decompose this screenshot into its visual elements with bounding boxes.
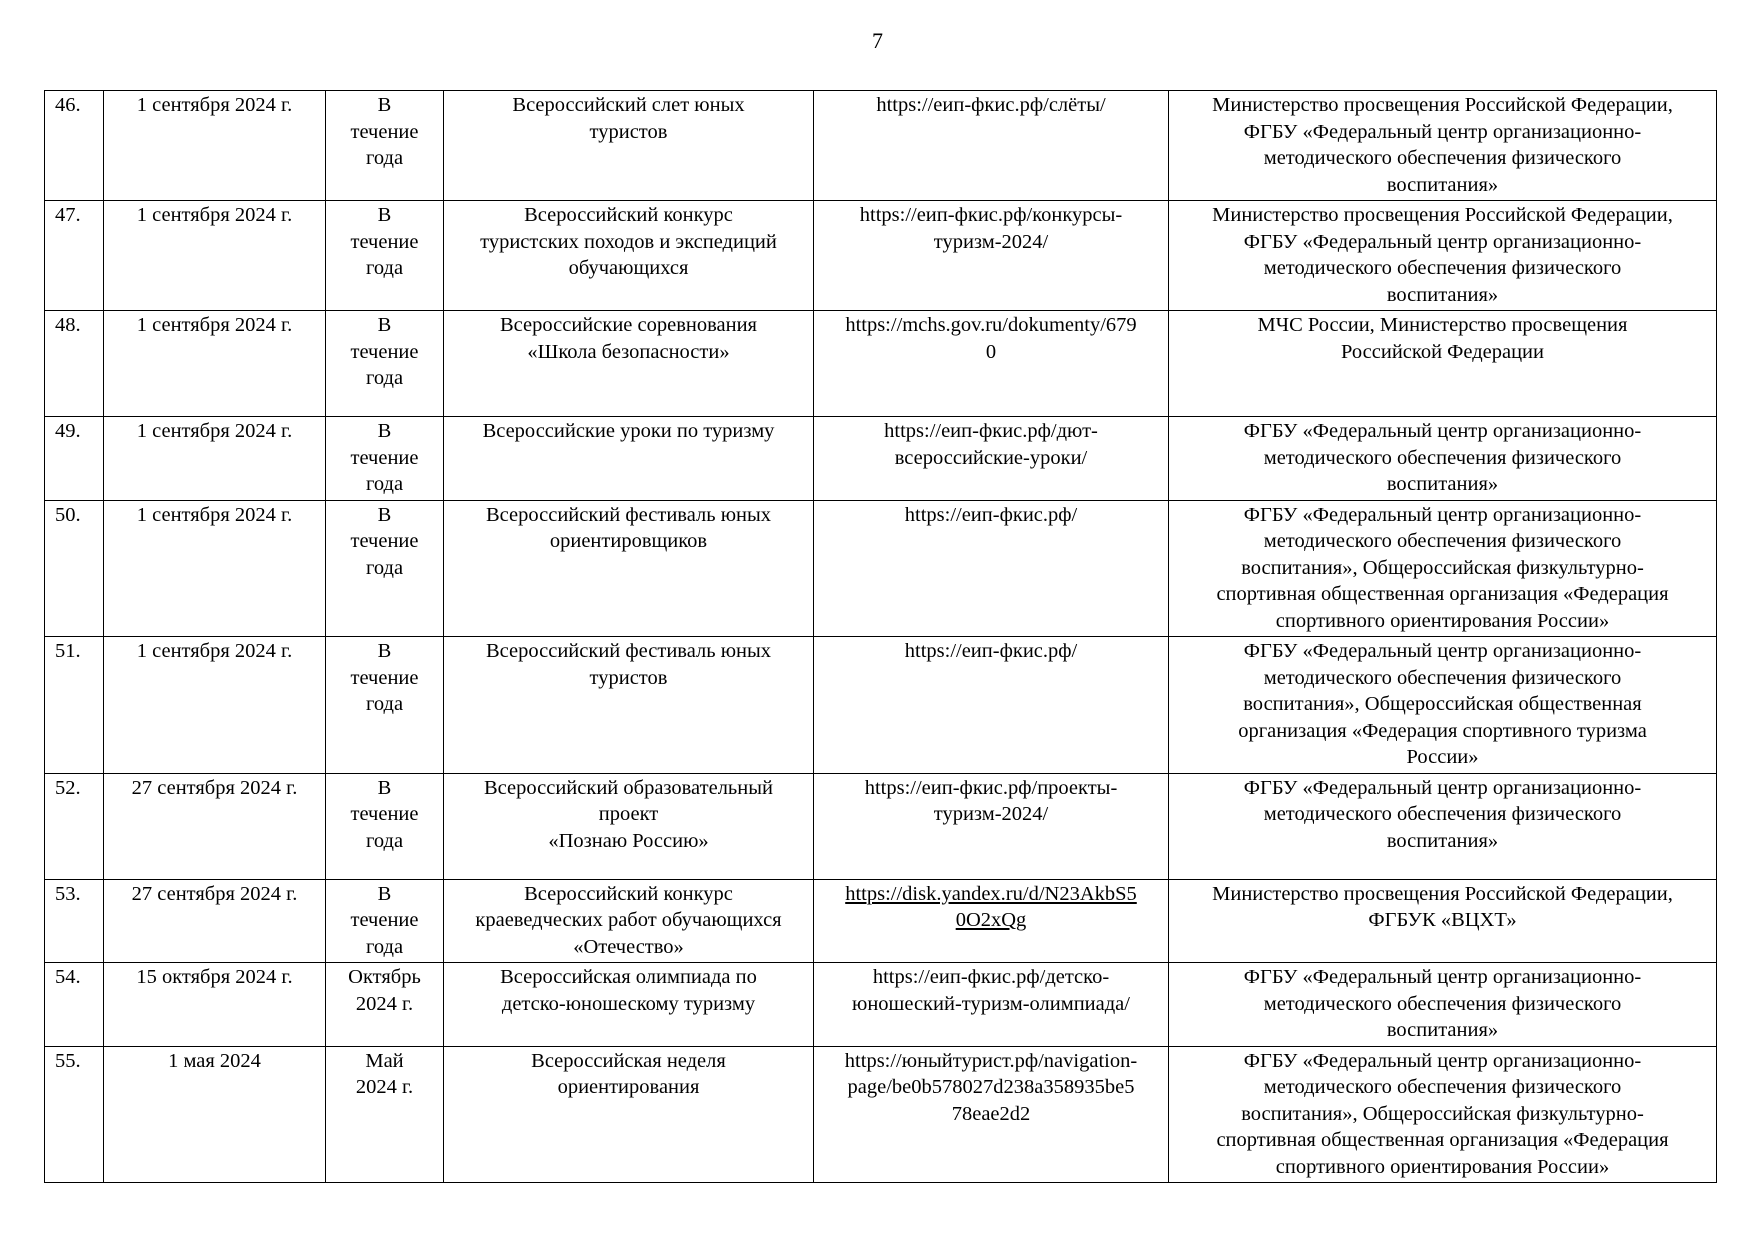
event-period-line: года xyxy=(365,147,404,169)
event-organizer-line: спортивного ориентирования России» xyxy=(1275,609,1610,632)
event-organizer-line: методического обеспечения физического xyxy=(1263,147,1622,169)
row-number: 50. xyxy=(45,500,104,637)
event-link-line[interactable]: https://юныйтурист.рф/navigation- xyxy=(844,1049,1138,1072)
event-organizer xyxy=(1169,773,1717,879)
event-period-line: течение xyxy=(350,909,419,931)
table-row xyxy=(45,500,1717,637)
event-organizer-line: методического обеспечения физического xyxy=(1263,803,1622,825)
event-period xyxy=(326,311,444,417)
events-table-body xyxy=(45,91,1717,1183)
table-row xyxy=(45,637,1717,774)
event-organizer-line: ФГБУ «Федеральный центр организационно- xyxy=(1243,966,1642,988)
event-name-line: «Отечество» xyxy=(573,935,684,958)
event-date: 1 сентября 2024 г. xyxy=(104,500,326,637)
event-name xyxy=(444,91,814,201)
event-name xyxy=(444,637,814,774)
event-link[interactable] xyxy=(814,637,1169,774)
table-row xyxy=(45,773,1717,879)
event-period-line: 2024 г. xyxy=(355,992,414,1015)
event-organizer-line: воспитания», Общероссийская физкультурно- xyxy=(1241,556,1644,579)
event-name-line: туристских походов и экспедиций xyxy=(480,230,777,253)
event-name-line: детско-юношескому туризму xyxy=(501,992,756,1015)
event-period xyxy=(326,637,444,774)
event-period-line: года xyxy=(365,693,404,715)
event-link-line[interactable]: 0 xyxy=(985,340,997,363)
event-name-line: Всероссийский конкурс xyxy=(524,204,733,226)
event-organizer xyxy=(1169,91,1717,201)
event-link-line[interactable]: https://еип-фкис.рф/детско- xyxy=(872,966,1110,988)
event-link[interactable] xyxy=(814,963,1169,1047)
event-date: 27 сентября 2024 г. xyxy=(104,879,326,963)
table-row xyxy=(45,1046,1717,1183)
event-organizer-line: методического обеспечения физического xyxy=(1263,446,1622,469)
event-date: 1 сентября 2024 г. xyxy=(104,91,326,201)
row-number: 46. xyxy=(45,91,104,201)
event-link-line[interactable]: page/be0b578027d238a358935be5 xyxy=(847,1076,1135,1098)
event-organizer-line: ФГБУК «ВЦХТ» xyxy=(1368,909,1517,931)
event-period-line: года xyxy=(365,367,404,389)
table-row xyxy=(45,417,1717,501)
event-name xyxy=(444,879,814,963)
event-organizer-line: воспитания» xyxy=(1386,829,1499,852)
event-date: 1 мая 2024 xyxy=(104,1046,326,1183)
event-organizer-line: Министерство просвещения Российской Федерации, xyxy=(1212,204,1673,226)
row-number: 48. xyxy=(45,311,104,417)
event-organizer-line: ФГБУ «Федеральный центр организационно- xyxy=(1243,230,1642,253)
event-name xyxy=(444,500,814,637)
event-organizer-line: Российской Федерации xyxy=(1341,340,1544,363)
row-number: 49. xyxy=(45,417,104,501)
event-name-line: Всероссийская неделя xyxy=(531,1049,726,1072)
event-organizer-line: организация «Федерация спортивного туризма xyxy=(1238,719,1647,742)
event-name-line: Всероссийские соревнования xyxy=(499,314,757,336)
event-period-line: года xyxy=(365,556,404,579)
event-organizer-line: спортивного ориентирования России» xyxy=(1275,1155,1610,1178)
event-name-line: «Школа безопасности» xyxy=(527,340,730,363)
event-organizer-line: методического обеспечения физического xyxy=(1263,1076,1622,1098)
event-date: 27 сентября 2024 г. xyxy=(104,773,326,879)
event-name xyxy=(444,201,814,311)
event-period xyxy=(326,1046,444,1183)
event-organizer-line: ФГБУ «Федеральный центр организационно- xyxy=(1243,120,1642,143)
event-link-line[interactable]: юношеский-туризм-олимпиада/ xyxy=(852,992,1130,1015)
event-name-line: ориентировщиков xyxy=(549,530,708,552)
row-number: 51. xyxy=(45,637,104,774)
event-link-line[interactable]: https://еип-фкис.рф/слёты/ xyxy=(876,94,1106,116)
event-period-line: течение xyxy=(350,446,419,469)
event-name xyxy=(444,1046,814,1183)
event-organizer-line: Министерство просвещения Российской Федерации, xyxy=(1212,882,1673,905)
event-date: 1 сентября 2024 г. xyxy=(104,637,326,774)
event-period-line: 2024 г. xyxy=(355,1076,414,1098)
table-row xyxy=(45,201,1717,311)
event-period-line: течение xyxy=(350,666,419,689)
event-period xyxy=(326,500,444,637)
event-link[interactable] xyxy=(814,879,1169,963)
event-organizer-line: Министерство просвещения Российской Федерации, xyxy=(1212,94,1673,116)
event-date: 15 октября 2024 г. xyxy=(104,963,326,1047)
event-period-line: В xyxy=(377,776,392,799)
event-date: 1 сентября 2024 г. xyxy=(104,311,326,417)
table-row xyxy=(45,963,1717,1047)
event-date: 1 сентября 2024 г. xyxy=(104,201,326,311)
event-name-line: Всероссийский фестиваль юных xyxy=(485,503,772,526)
event-period-line: Май xyxy=(365,1049,404,1072)
event-link-line[interactable]: https://еип-фкис.рф/ xyxy=(904,503,1078,526)
event-organizer-line: ФГБУ «Федеральный центр организационно- xyxy=(1243,503,1642,526)
event-organizer-line: методического обеспечения физического xyxy=(1263,666,1622,689)
event-period-line: В xyxy=(377,882,392,905)
event-name-line: краеведческих работ обучающихся xyxy=(475,909,782,931)
event-name-line: проект xyxy=(598,803,659,825)
event-period xyxy=(326,963,444,1047)
event-organizer xyxy=(1169,201,1717,311)
page-number: 7 xyxy=(872,28,883,53)
event-organizer-line: воспитания», Общероссийская физкультурно- xyxy=(1241,1102,1644,1125)
event-period-line: года xyxy=(365,935,404,958)
event-period-line: течение xyxy=(350,340,419,363)
event-period-line: года xyxy=(365,473,404,495)
event-organizer xyxy=(1169,1046,1717,1183)
event-period xyxy=(326,417,444,501)
event-period-line: В xyxy=(377,314,392,336)
event-name-line: обучающихся xyxy=(568,257,689,279)
event-organizer-line: спортивная общественная организация «Федерация xyxy=(1216,583,1669,605)
event-name xyxy=(444,963,814,1047)
event-name-line: Всероссийский конкурс xyxy=(524,882,733,905)
event-period-line: года xyxy=(365,257,404,279)
event-organizer-line: воспитания», Общероссийская общественная xyxy=(1243,693,1642,715)
event-link-line[interactable]: всероссийские-уроки/ xyxy=(894,446,1088,469)
event-period-line: В xyxy=(377,94,392,116)
event-organizer-line: методического обеспечения физического xyxy=(1263,257,1622,279)
event-period-line: течение xyxy=(350,120,419,143)
event-organizer-line: ФГБУ «Федеральный центр организационно- xyxy=(1243,640,1642,662)
event-link-line[interactable]: 78eae2d2 xyxy=(951,1102,1031,1125)
event-period xyxy=(326,201,444,311)
event-period-line: В xyxy=(377,503,392,526)
row-number: 54. xyxy=(45,963,104,1047)
event-period-line: течение xyxy=(350,230,419,253)
event-name-line: Всероссийский образовательный xyxy=(484,776,773,799)
event-organizer-line: методического обеспечения физического xyxy=(1263,992,1622,1015)
event-organizer-line: России» xyxy=(1406,746,1479,768)
event-link-line[interactable]: https://еип-фкис.рф/ xyxy=(904,640,1078,662)
event-period-line: года xyxy=(365,829,404,852)
event-period-line: Октябрь xyxy=(348,966,421,988)
event-name xyxy=(444,311,814,417)
event-name-line: Всероссийская олимпиада по xyxy=(500,966,757,988)
event-link-line[interactable]: https://еип-фкис.рф/конкурсы- xyxy=(859,204,1123,226)
event-organizer-line: ФГБУ «Федеральный центр организационно- xyxy=(1243,420,1642,442)
event-link[interactable] xyxy=(814,1046,1169,1183)
event-organizer-line: воспитания» xyxy=(1386,473,1499,495)
event-organizer xyxy=(1169,637,1717,774)
table-row xyxy=(45,311,1717,417)
events-table xyxy=(44,90,1717,1183)
event-organizer-line: МЧС России, Министерство просвещения xyxy=(1257,314,1628,336)
event-link[interactable] xyxy=(814,201,1169,311)
event-link-line[interactable]: https://mchs.gov.ru/dokumenty/679 xyxy=(845,314,1137,336)
event-organizer xyxy=(1169,879,1717,963)
event-organizer xyxy=(1169,500,1717,637)
event-link-line[interactable]: туризм-2024/ xyxy=(933,803,1049,825)
event-organizer xyxy=(1169,963,1717,1047)
table-row xyxy=(45,91,1717,201)
event-name-line: «Познаю Россию» xyxy=(548,829,709,852)
event-link[interactable] xyxy=(814,417,1169,501)
event-name-line: ориентирования xyxy=(557,1076,700,1098)
row-number: 52. xyxy=(45,773,104,879)
event-organizer-line: воспитания» xyxy=(1386,283,1499,306)
event-link-line[interactable]: туризм-2024/ xyxy=(933,230,1049,253)
event-link[interactable] xyxy=(814,500,1169,637)
event-name-line: туристов xyxy=(589,666,668,689)
event-link[interactable] xyxy=(814,773,1169,879)
table-row xyxy=(45,879,1717,963)
event-organizer xyxy=(1169,311,1717,417)
row-number: 53. xyxy=(45,879,104,963)
event-link-line[interactable]: https://disk.yandex.ru/d/N23AkbS5 xyxy=(845,882,1137,905)
event-name xyxy=(444,773,814,879)
row-number: 47. xyxy=(45,201,104,311)
event-date: 1 сентября 2024 г. xyxy=(104,417,326,501)
row-number: 55. xyxy=(45,1046,104,1183)
event-period xyxy=(326,773,444,879)
event-period-line: В xyxy=(377,420,392,442)
event-organizer-line: спортивная общественная организация «Федерация xyxy=(1216,1129,1669,1151)
event-link-line[interactable]: https://еип-фкис.рф/дют- xyxy=(884,420,1098,442)
event-period-line: течение xyxy=(350,530,419,552)
event-name-line: Всероссийский фестиваль юных xyxy=(485,640,772,662)
event-organizer-line: ФГБУ «Федеральный центр организационно- xyxy=(1243,776,1642,799)
event-organizer-line: ФГБУ «Федеральный центр организационно- xyxy=(1243,1049,1642,1072)
event-period xyxy=(326,879,444,963)
event-link[interactable] xyxy=(814,91,1169,201)
event-period-line: В xyxy=(377,640,392,662)
event-name xyxy=(444,417,814,501)
event-organizer-line: воспитания» xyxy=(1386,173,1499,196)
event-period xyxy=(326,91,444,201)
event-organizer-line: методического обеспечения физического xyxy=(1263,530,1622,552)
event-name-line: Всероссийские уроки по туризму xyxy=(482,420,775,442)
event-period-line: течение xyxy=(350,803,419,825)
event-organizer xyxy=(1169,417,1717,501)
event-link[interactable] xyxy=(814,311,1169,417)
event-link-line[interactable]: https://еип-фкис.рф/проекты- xyxy=(864,776,1118,799)
event-period-line: В xyxy=(377,204,392,226)
event-organizer-line: воспитания» xyxy=(1386,1019,1499,1041)
event-name-line: туристов xyxy=(589,120,668,143)
event-link-line[interactable]: 0O2xQg xyxy=(955,909,1027,931)
event-name-line: Всероссийский слет юных xyxy=(512,94,745,116)
